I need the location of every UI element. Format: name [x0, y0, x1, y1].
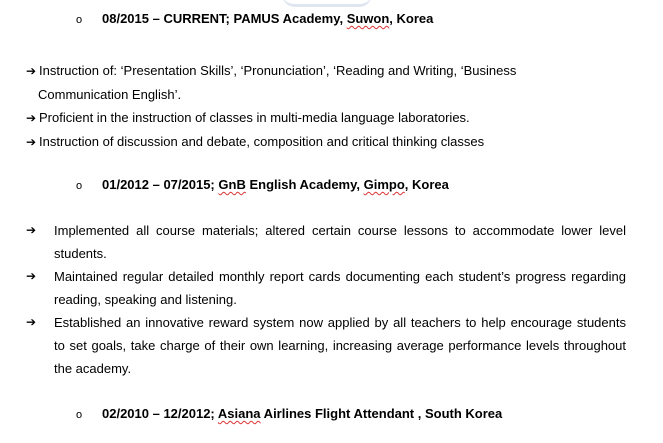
arrow-bullet-icon: ➔: [26, 315, 37, 329]
decorative-page-mark: [282, 0, 372, 7]
list-item-text: Implemented all course materials; altered certain course lessons to accommodate lower level: [54, 223, 626, 238]
list-item-text: reading, speaking and listening.: [54, 292, 237, 307]
job-heading-gnb: [76, 176, 449, 194]
heading-mid: English Academy,: [245, 177, 364, 192]
arrow-bullet-icon: ➔: [26, 223, 37, 237]
heading-location: Suwon: [346, 11, 390, 26]
circle-bullet-icon: o: [76, 409, 83, 421]
list-item: [26, 130, 626, 154]
list-item-text: students.: [54, 246, 107, 261]
list-item-text: the academy.: [54, 361, 132, 376]
list-item-continuation: Communication English’.: [38, 87, 182, 102]
list-item: [26, 106, 626, 130]
heading-text: 02/2010 – 12/2012;: [102, 406, 218, 421]
list-item-text: Established an innovative reward system now applied by all teachers to help encourage students: [54, 315, 626, 330]
heading-text: 08/2015 – CURRENT; PAMUS Academy,: [102, 11, 347, 26]
circle-bullet-icon: o: [76, 180, 83, 192]
heading-suffix: , Korea: [389, 11, 434, 26]
arrow-bullet-icon: ➔: [26, 111, 37, 125]
heading-text: 01/2012 – 07/2015;: [102, 177, 219, 192]
job1-bullet-list: [26, 59, 626, 154]
list-item-text: Proficient in the instruction of classes in multi-media language laboratories.: [39, 110, 470, 125]
arrow-bullet-icon: ➔: [26, 135, 37, 149]
job-heading-asiana: [76, 405, 502, 423]
heading-location: Gimpo: [363, 177, 405, 192]
circle-bullet-icon: o: [76, 14, 83, 26]
heading-suffix: , Korea: [404, 177, 449, 192]
job2-bullet-list: [26, 219, 626, 380]
job-heading-pamus: [76, 10, 433, 28]
list-item-text: Maintained regular detailed monthly report cards documenting each student’s progress regarding: [54, 269, 626, 284]
arrow-bullet-icon: ➔: [26, 64, 37, 78]
list-item-text: Instruction of discussion and debate, composition and critical thinking classes: [39, 134, 485, 149]
list-item-text: to set goals, take charge of their own learning, increasing average performance levels throughout: [54, 338, 626, 353]
arrow-bullet-icon: ➔: [26, 269, 37, 283]
heading-company: GnB: [218, 177, 246, 192]
heading-suffix: Airlines Flight Attendant , South Korea: [260, 406, 503, 421]
list-item: [26, 311, 626, 380]
list-item: [26, 265, 626, 311]
list-item: [26, 59, 626, 83]
heading-company: Asiana: [217, 406, 261, 421]
list-item: [26, 219, 626, 265]
list-item-text: Instruction of: ‘Presentation Skills’, ‘Pronunciation’, ‘Reading and Writing, ‘Business: [39, 63, 517, 78]
